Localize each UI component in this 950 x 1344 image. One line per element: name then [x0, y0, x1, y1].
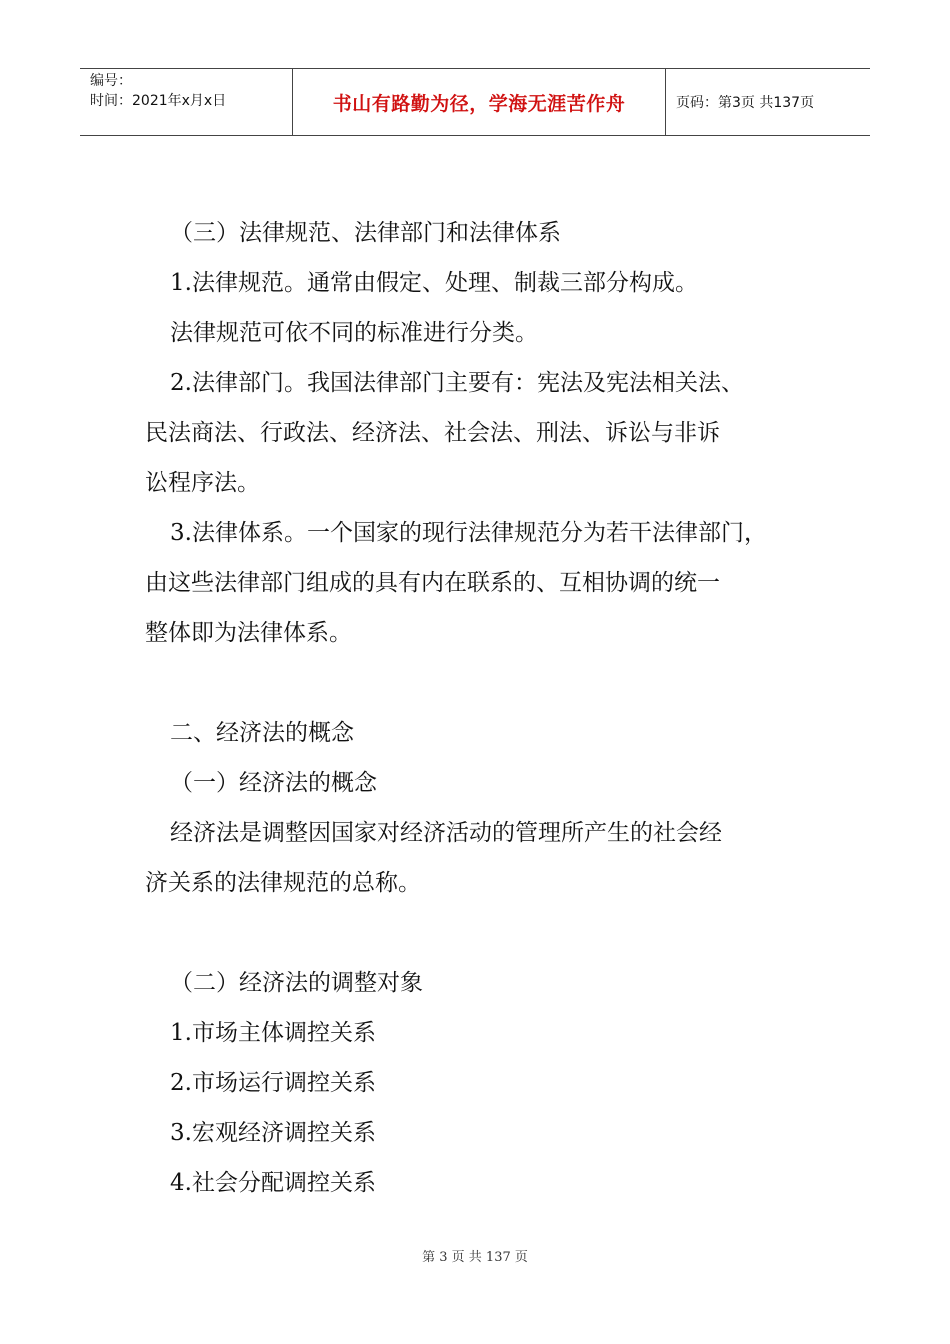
paragraph-legal-system-line2: 由这些法律部门组成的具有内在联系的、互相协调的统一 [145, 570, 720, 596]
page-footer: 第 3 页 共 137 页 [422, 1250, 528, 1265]
subsection-heading-concept: （一）经济法的概念 [170, 770, 377, 796]
document-date: 时间：2021年x月x日 [90, 93, 227, 109]
paragraph-norm-classification: 法律规范可依不同的标准进行分类。 [170, 320, 538, 346]
page-header [80, 68, 870, 136]
paragraph-definition-line1: 经济法是调整因国家对经济活动的管理所产生的社会经 [170, 820, 722, 846]
header-meta [80, 69, 293, 135]
list-item: 4.社会分配调控关系 [170, 1170, 376, 1196]
document-number-label: 编号： [90, 73, 132, 89]
document-body [145, 208, 815, 1208]
paragraph-legal-system-line3: 整体即为法律体系。 [145, 620, 352, 646]
paragraph-legal-departments-line3: 讼程序法。 [145, 470, 260, 496]
paragraph-legal-departments-line1: 2.法律部门。我国法律部门主要有：宪法及宪法相关法、 [170, 370, 744, 396]
header-page-info: 页码：第3页 共137页 [676, 95, 815, 111]
section-heading-economic-law: 二、经济法的概念 [170, 720, 354, 746]
paragraph-legal-system-line1: 3.法律体系。一个国家的现行法律规范分为若干法律部门， [170, 520, 767, 546]
paragraph-definition-line2: 济关系的法律规范的总称。 [145, 870, 421, 896]
section-heading-legal-system: （三）法律规范、法律部门和法律体系 [170, 220, 561, 246]
subsection-heading-scope: （二）经济法的调整对象 [170, 970, 423, 996]
list-item: 2.市场运行调控关系 [170, 1070, 376, 1096]
paragraph-legal-departments-line2: 民法商法、行政法、经济法、社会法、刑法、诉讼与非诉 [145, 420, 720, 446]
header-motto: 书山有路勤为径，学海无涯苦作舟 [293, 69, 666, 135]
list-item: 3.宏观经济调控关系 [170, 1120, 376, 1146]
spacer [145, 658, 815, 708]
paragraph-legal-norms: 1.法律规范。通常由假定、处理、制裁三部分构成。 [170, 270, 698, 296]
spacer [145, 908, 815, 958]
list-item: 1.市场主体调控关系 [170, 1020, 376, 1046]
